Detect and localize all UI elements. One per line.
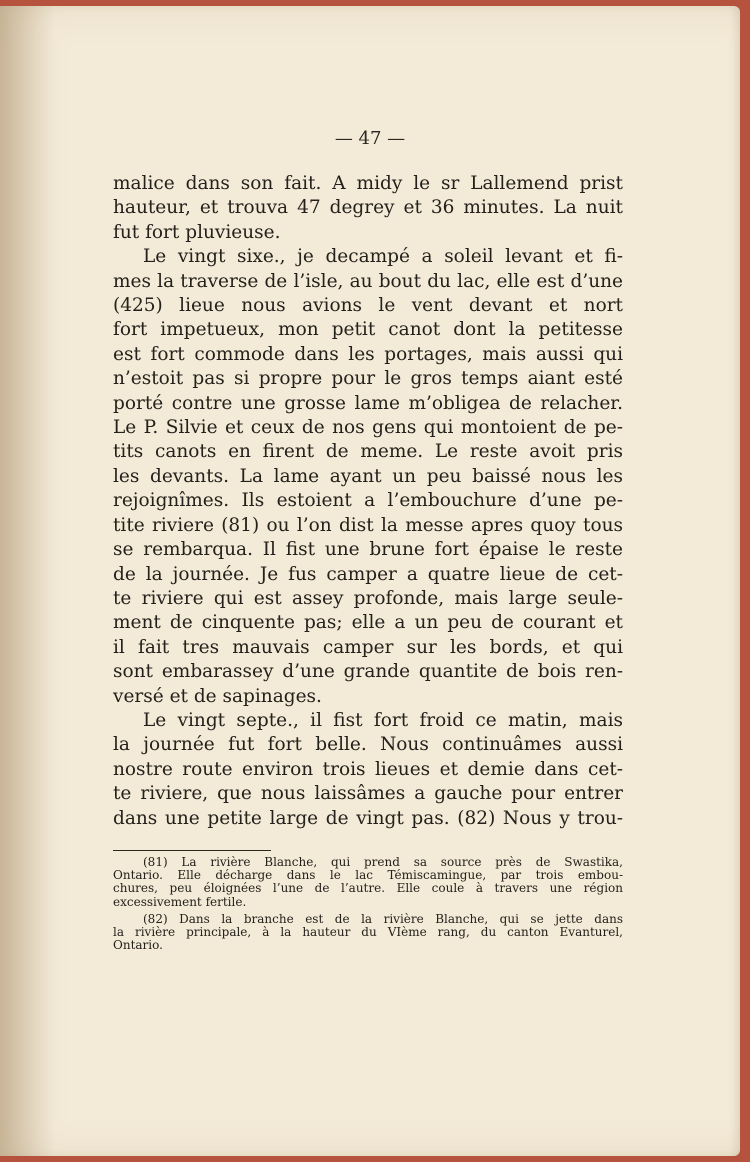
footnote-line: excessivement fertile. — [113, 894, 247, 909]
text-line: rejoignîmes. Ils estoient a l’embouchure d’une pe- — [113, 490, 623, 512]
text-line: Le vingt septe., il fist fort froid ce matin, mais — [143, 709, 623, 731]
text-line: malice dans son fait. A midy le sr Lallemend prist — [113, 173, 623, 194]
text-line: est fort commode dans les portages, mais aussi qui — [113, 343, 623, 365]
text-line: ment de cinquente pas; elle a un peu de courant et — [113, 612, 623, 634]
text-line: la journée fut fort belle. Nous continuâmes aussi — [113, 734, 623, 756]
page-number: — 47 — — [334, 128, 406, 149]
text-line: n’estoit pas si propre pour le gros temps aiant esté — [113, 368, 623, 390]
footnote-line: (81) La rivière Blanche, qui prend sa source près de Swastika, — [143, 855, 623, 869]
text-line: porté contre une grosse lame m’obligea de relacher. — [113, 392, 623, 414]
footnote-line: chures, peu éloignées l’une de l’autre. Elle coule à travers une région — [113, 881, 623, 896]
text-line: te riviere, que nous laissâmes a gauche pour entrer — [113, 783, 623, 805]
footnotes — [113, 856, 623, 952]
text-line: te riviere qui est assey profonde, mais large seule- — [113, 587, 623, 609]
footnote-line: Ontario. — [113, 938, 163, 953]
text-line: versé et de sapinages. — [113, 685, 322, 707]
text-line: dans une petite large de vingt pas. (82) Nous y trou- — [113, 807, 623, 829]
text-line: sont embarassey d’une grande quantite de bois ren- — [113, 661, 623, 683]
text-line: tits canots en firent de meme. Le reste avoit pris — [113, 441, 623, 463]
text-line: (425) lieue nous avions le vent devant et nort — [113, 295, 623, 317]
text-line: tite riviere (81) ou l’on dist la messe apres quoy tous — [113, 514, 623, 536]
text-line: se rembarqua. Il fist une brune fort épaise le reste — [113, 539, 623, 561]
spine-shadow — [0, 6, 55, 1156]
text-line: nostre route environ trois lieues et demie dans cet- — [113, 758, 623, 780]
main-text — [113, 172, 623, 831]
text-line: fort impetueux, mon petit canot dont la petitesse — [113, 319, 623, 341]
text-line: fut fort pluvieuse. — [113, 221, 281, 243]
footnote-line: (82) Dans la branche est de la rivière Blanche, qui se jette dans — [143, 911, 623, 926]
text-line: de la journée. Je fus camper a quatre lieue de cet- — [113, 563, 623, 585]
text-line: hauteur, et trouva 47 degrey et 36 minutes. La nuit — [113, 197, 623, 219]
text-line: Le P. Silvie et ceux de nos gens qui montoient de pe- — [113, 417, 623, 439]
text-line: Le vingt sixe., je decampé a soleil levant et fi- — [143, 246, 623, 268]
text-line: il fait tres mauvais camper sur les bords, et qui — [113, 636, 623, 658]
footnote-line: la rivière principale, à la hauteur du VIème rang, du canton Evanturel, — [113, 925, 623, 940]
text-line: les devants. La lame ayant un peu baissé nous les — [113, 465, 623, 487]
text-line: mes la traverse de l’isle, au bout du lac, elle est d’une — [113, 270, 623, 292]
footnote-line: Ontario. Elle décharge dans le lac Témiscamingue, par trois embou- — [113, 868, 623, 883]
footnote-separator — [113, 850, 271, 851]
